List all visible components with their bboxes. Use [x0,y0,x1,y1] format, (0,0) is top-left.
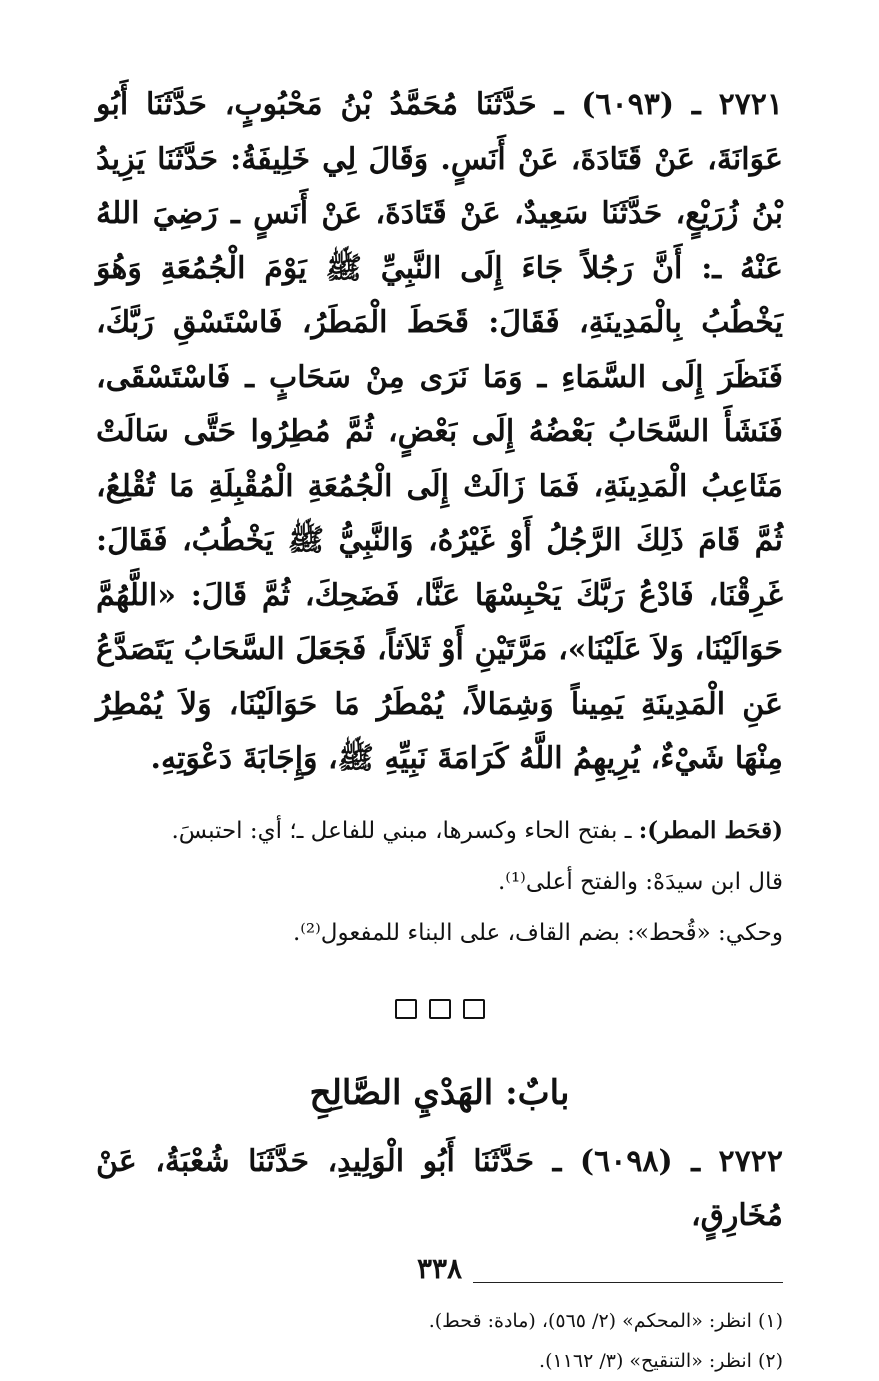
commentary-line-3: وحكي: «قُحط»: بضم القاف، على البناء للمفعول⁽²⁾. [292,919,783,946]
commentary-line-1 [96,805,783,857]
hadith-2721 [96,78,783,787]
page-number: ٣٣٨ [416,1252,463,1285]
footnote-2: (٢) انظر: «التنقيح» (٣/ ١١٦٢). [539,1349,783,1372]
hadith-text: حَدَّثَنَا مُحَمَّدُ بْنُ مَحْبُوبٍ، حَدَّثَنَا أَبُو عَوَانَةَ، عَنْ قَتَادَةَ، عَنْ أَنَسٍ. وَقَالَ لِي خَلِيفَةُ: حَدَّثَنَا يَزِيدُ بْنُ زُرَيْعٍ، حَدَّثَنَا سَعِيدٌ، عَنْ قَتَادَةَ، عَنْ أَنَسٍ ـ رَضِيَ اللهُ عَنْهُ ـ: أَنَّ رَجُلاً جَاءَ إِلَى النَّبِيِّ ﷺ يَوْمَ الْجُمُعَةِ وَهُوَ يَخْطُبُ بِالْمَدِينَةِ، فَقَالَ: قَحَطَ الْمَطَرُ، فَاسْتَسْقِ رَبَّكَ، فَنَظَرَ إِلَى السَّمَاءِ ـ وَمَا نَرَى مِنْ سَحَابٍ ـ فَاسْتَسْقَى، فَنَشَأَ السَّحَابُ بَعْضُهُ إِلَى بَعْضٍ، ثُمَّ مُطِرُوا حَتَّى سَالَتْ مَثَاعِبُ الْمَدِينَةِ، فَمَا زَالَتْ إِلَى الْجُمُعَةِ الْمُقْبِلَةِ مَا تُقْلِعُ، ثُمَّ قَامَ ذَلِكَ الرَّجُلُ أَوْ غَيْرُهُ، وَالنَّبِيُّ ﷺ يَخْطُبُ، فَقَالَ: غَرِقْنَا، فَادْعُ رَبَّكَ يَحْبِسْهَا عَنَّا، فَضَحِكَ، ثُمَّ قَالَ: «اللَّهُمَّ حَوَالَيْنَا، وَلاَ عَلَيْنَا»، مَرَّتَيْنِ أَوْ ثَلاَثاً، فَجَعَلَ السَّحَابُ يَتَصَدَّعُ عَنِ الْمَدِينَةِ يَمِيناً وَشِمَالاً، يُمْطَرُ مَا حَوَالَيْنَا، وَلاَ يُمْطِرُ مِنْهَا شَيْءٌ، يُرِيهِمُ اللَّهُ كَرَامَةَ نَبِيِّهِ ﷺ، وَإِجَابَةَ دَعْوَتِهِ. [96,87,783,776]
hadith-text: حَدَّثَنَا أَبُو الْوَلِيدِ، حَدَّثَنَا شُعْبَةُ، عَنْ مُخَارِقٍ، [96,1143,783,1233]
commentary-text-1: ـ بفتح الحاء وكسرها، مبني للفاعل ـ؛ أي: احتبسَ. [171,817,632,844]
hadith-2722 [96,1135,783,1244]
hadith-number: ٢٧٢٢ ـ (٦٠٩٨) ـ [552,1143,783,1179]
square-ornament-icon [395,999,417,1019]
commentary [96,805,783,959]
footnotes [96,1301,783,1381]
square-ornament-icon [463,999,485,1019]
footnote-1: (١) انظر: «المحكم» (٢/ ٥٦٥)، (مادة: قحط). [428,1309,783,1332]
commentary-term: (قحَط المطر): [638,816,783,844]
square-ornament-icon [429,999,451,1019]
section-separator [96,999,783,1019]
commentary-line-2: قال ابن سيدَهْ: والفتح أعلى⁽¹⁾. [497,868,783,895]
chapter-title: بابٌ: الهَدْيِ الصَّالِحِ [309,1072,570,1113]
hadith-number: ٢٧٢١ ـ (٦٠٩٣) ـ [554,87,784,122]
